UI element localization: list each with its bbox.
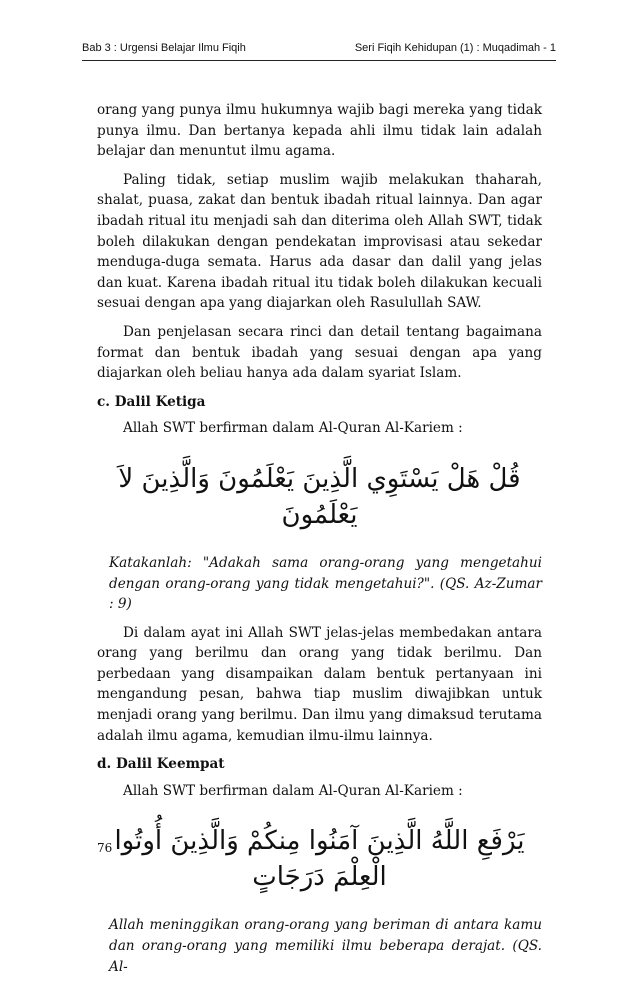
paragraph-continued: orang yang punya ilmu hukumnya wajib bagi mereka yang tidak punya ilmu. Dan bertanya kepada ahli ilmu tidak lain adalah belajar dan menuntut ilmu agama. xyxy=(97,102,542,160)
quran-intro: Allah SWT berfirman dalam Al-Quran Al-Kariem : xyxy=(123,782,463,799)
verse-translation: Katakanlah: "Adakah sama orang-orang yang mengetahui dengan orang-orang yang tidak mengetahui?". (QS. Az-Zumar : 9) xyxy=(109,554,542,613)
arabic-verse-az-zumar: قُلْ هَلْ يَسْتَوِي الَّذِينَ يَعْلَمُونَ وَالَّذِينَ لاَ يَعْلَمُونَ xyxy=(118,463,521,530)
quran-intro: Allah SWT berfirman dalam Al-Quran Al-Kariem : xyxy=(123,420,463,437)
header-chapter-title: Bab 3 : Urgensi Belajar Ilmu Fiqih xyxy=(82,42,246,54)
paragraph-ibadah-ritual: Paling tidak, setiap muslim wajib melakukan thaharah, shalat, puasa, zakat dan bentuk ibadah ritual lainnya. Dan agar ibadah ritual itu menjadi sah dan diterima oleh Allah SWT, tidak boleh dilakukan dengan pendekatan improvisasi atau sekedar menduga-duga semata. Harus ada dasar dan dalil yang jelas dan kuat. Karena ibadah ritual itu tidak boleh dilakukan kecuali sesuai dengan apa yang diajarkan oleh Rasulullah SAW. xyxy=(97,171,542,312)
section-heading-dalil-ketiga: c. Dalil Ketiga xyxy=(97,393,206,410)
paragraph-syariat: Dan penjelasan secara rinci dan detail tentang bagaimana format dan bentuk ibadah yang sesuai dengan apa yang diajarkan oleh beliau hanya ada dalam syariat Islam. xyxy=(97,323,542,382)
page-number: 76 xyxy=(97,841,113,855)
page-body xyxy=(97,100,542,985)
header-book-title: Seri Fiqih Kehidupan (1) : Muqadimah - 1 xyxy=(354,42,556,54)
arabic-verse-al-mujadilah: يَرْفَعِ اللَّهُ الَّذِينَ آمَنُوا مِنكُمْ وَالَّذِينَ أُوتُوا الْعِلْمَ دَرَجَاتٍ xyxy=(114,826,525,893)
verse-translation: Allah meninggikan orang-orang yang beriman di antara kamu dan orang-orang yang memiliki ilmu beberapa derajat. (QS. Al- xyxy=(109,917,542,975)
header-rule xyxy=(82,60,556,61)
running-header xyxy=(82,42,556,60)
section-heading-dalil-keempat: d. Dalil Keempat xyxy=(97,756,225,773)
paragraph-explanation: Di dalam ayat ini Allah SWT jelas-jelas membedakan antara orang yang berilmu dan orang yang tidak berilmu. Dan perbedaan yang disampaikan dalam bentuk pertanyaan ini mengandung pesan, bahwa tiap muslim diwajibkan untuk menjadi orang yang berilmu. Dan ilmu yang dimaksud terutama adalah ilmu agama, kemudian ilmu-ilmu lainnya. xyxy=(97,624,542,744)
